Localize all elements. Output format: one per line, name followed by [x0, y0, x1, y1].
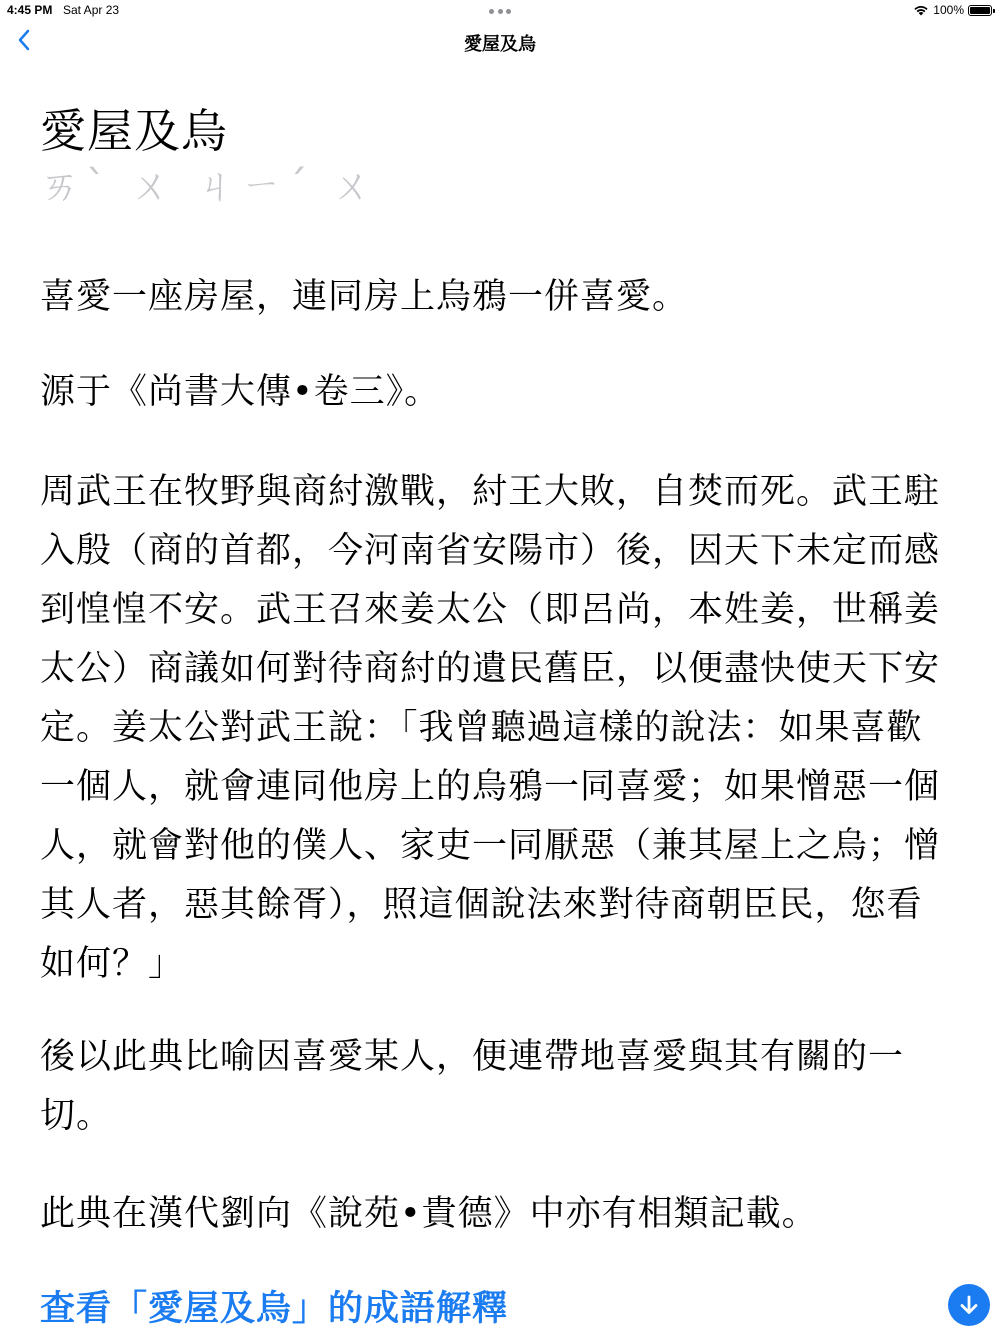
entry-content — [40, 100, 945, 1329]
arrow-down-icon — [958, 1294, 980, 1316]
story-paragraph: 周武王在牧野與商紂激戰，紂王大敗，自焚而死。武王駐入殷（商的首都，今河南省安陽市）後，因天下未定而感到惶惶不安。武王召來姜太公（即呂尚，本姓姜，世稱姜太公）商議如何對待商紂的遺民舊臣，以便盡快使天下安定。姜太公對武王說：「我曾聽過這樣的說法：如果喜歡一個人，就會連同他房上的烏鴉一同喜愛；如果憎惡一個人，就會對他的僕人、家吏一同厭惡（兼其屋上之烏；憎其人者，惡其餘胥），照這個說法來對待商朝臣民，您看如何？」 — [40, 472, 941, 984]
definition-paragraph: 喜愛一座房屋，連同房上烏鴉一併喜愛。 — [40, 277, 689, 317]
status-time: 4:45 PM — [7, 3, 53, 17]
battery-icon — [968, 5, 992, 16]
status-bar — [0, 0, 1000, 20]
navigation-bar — [0, 20, 1000, 60]
wifi-icon — [913, 5, 929, 16]
headword: 愛屋及烏 — [40, 104, 228, 158]
idiom-explanation-link[interactable]: 查看「愛屋及烏」的成語解釋 — [40, 1289, 509, 1329]
status-date: Sat Apr 23 — [63, 3, 120, 17]
usage-paragraph: 後以此典比喻因喜愛某人，便連帶地喜愛與其有關的一切。 — [40, 1037, 905, 1136]
zhuyin-pronunciation: ㄞˋ ㄨ ㄐㄧˊ ㄨ — [40, 163, 379, 209]
scroll-down-button[interactable] — [948, 1284, 990, 1326]
note-paragraph: 此典在漢代劉向《說苑•貴德》中亦有相類記載。 — [40, 1194, 818, 1234]
multitasking-dots-icon[interactable] — [489, 9, 511, 15]
nav-title: 愛屋及烏 — [464, 34, 536, 55]
battery-percent: 100% — [933, 3, 964, 17]
source-paragraph: 源于《尚書大傳•卷三》。 — [40, 372, 441, 412]
status-indicators — [913, 3, 992, 17]
